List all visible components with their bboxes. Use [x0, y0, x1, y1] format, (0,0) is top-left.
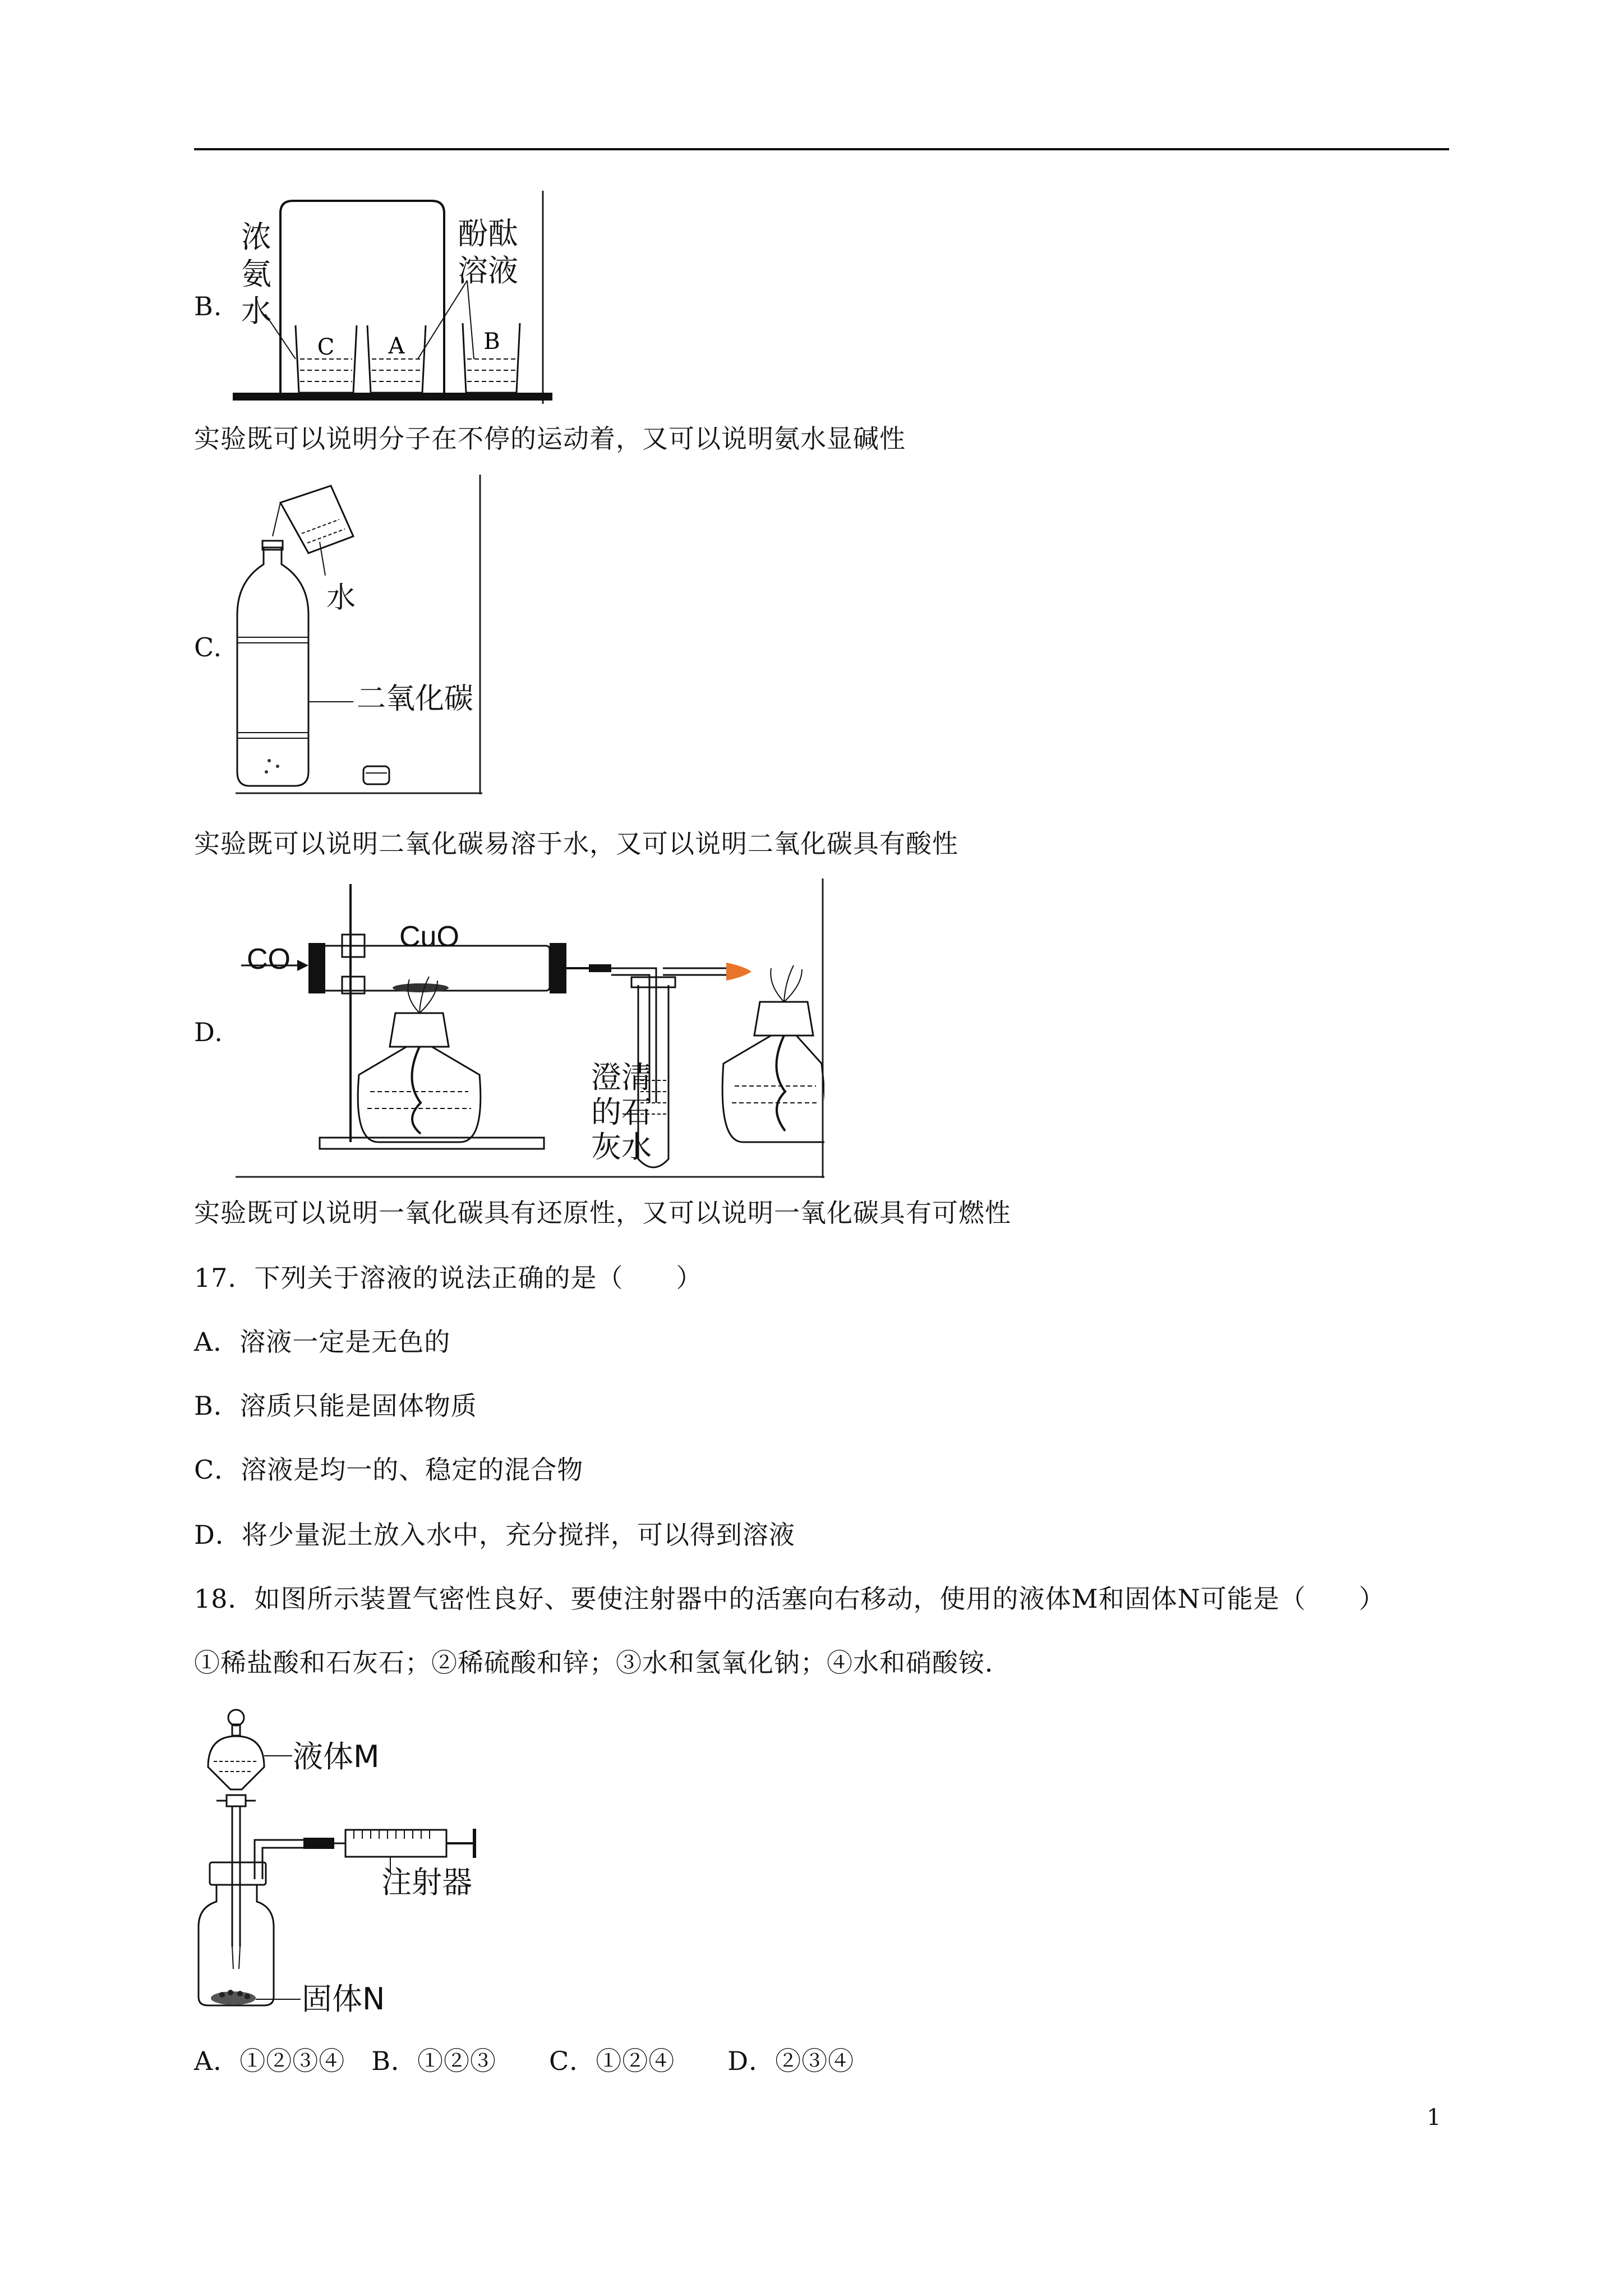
beaker-c-letter: C: [317, 334, 335, 360]
concentrated-ammonia-label: 浓氨水: [241, 219, 271, 329]
cuo-label: CuO: [399, 921, 459, 953]
header-rule: [194, 148, 1449, 150]
q17-stem: 17．下列关于溶液的说法正确的是（ ）: [194, 1263, 703, 1293]
solid-n-label: 固体N: [302, 1981, 385, 2017]
page-number: 1: [1427, 2105, 1441, 2131]
q18-answer-choices: A．①②③④ B．①②③ C．①②④ D．②③④: [194, 2046, 855, 2076]
co2-bottle-figure: [236, 475, 482, 794]
beaker-a-letter: A: [388, 333, 405, 359]
option-d-text: 实验既可以说明一氧化碳具有还原性，又可以说明一氧化碳具有可燃性: [194, 1198, 1011, 1228]
limewater-label: 澄清的石灰水: [591, 1060, 652, 1165]
phenolphthalein-label: 酚酞溶液: [458, 216, 518, 288]
co-reduction-apparatus-figure: [236, 878, 824, 1178]
option-b-text: 实验既可以说明分子在不停的运动着，又可以说明氨水显碱性: [194, 424, 906, 454]
q17-option-c: C．溶液是均一的、稳定的混合物: [194, 1455, 584, 1485]
water-label: 水: [326, 581, 356, 615]
option-b-label: B.: [194, 291, 223, 321]
syringe-label: 注射器: [381, 1865, 472, 1900]
q18-choices: ①稀盐酸和石灰石；②稀硫酸和锌；③水和氢氧化钠；④水和硝酸铵．: [194, 1648, 1011, 1678]
q17-option-d: D．将少量泥土放入水中，充分搅拌，可以得到溶液: [194, 1520, 795, 1550]
beaker-b-letter: B: [483, 329, 500, 355]
q18-stem: 18．如图所示装置气密性良好、要使注射器中的活塞向右移动，使用的液体M和固体N可能是（ ）: [194, 1584, 1385, 1614]
q17-option-b: B．溶质只能是固体物质: [194, 1391, 477, 1421]
co2-label: 二氧化碳: [357, 682, 474, 716]
option-d-label: D.: [194, 1017, 223, 1047]
q17-option-a: A．溶液一定是无色的: [194, 1327, 451, 1357]
option-c-label: C.: [194, 632, 223, 662]
option-c-text: 实验既可以说明二氧化碳易溶于水，又可以说明二氧化碳具有酸性: [194, 829, 958, 859]
co-label: CO: [247, 943, 291, 976]
liquid-m-label: 液体M: [293, 1739, 380, 1774]
